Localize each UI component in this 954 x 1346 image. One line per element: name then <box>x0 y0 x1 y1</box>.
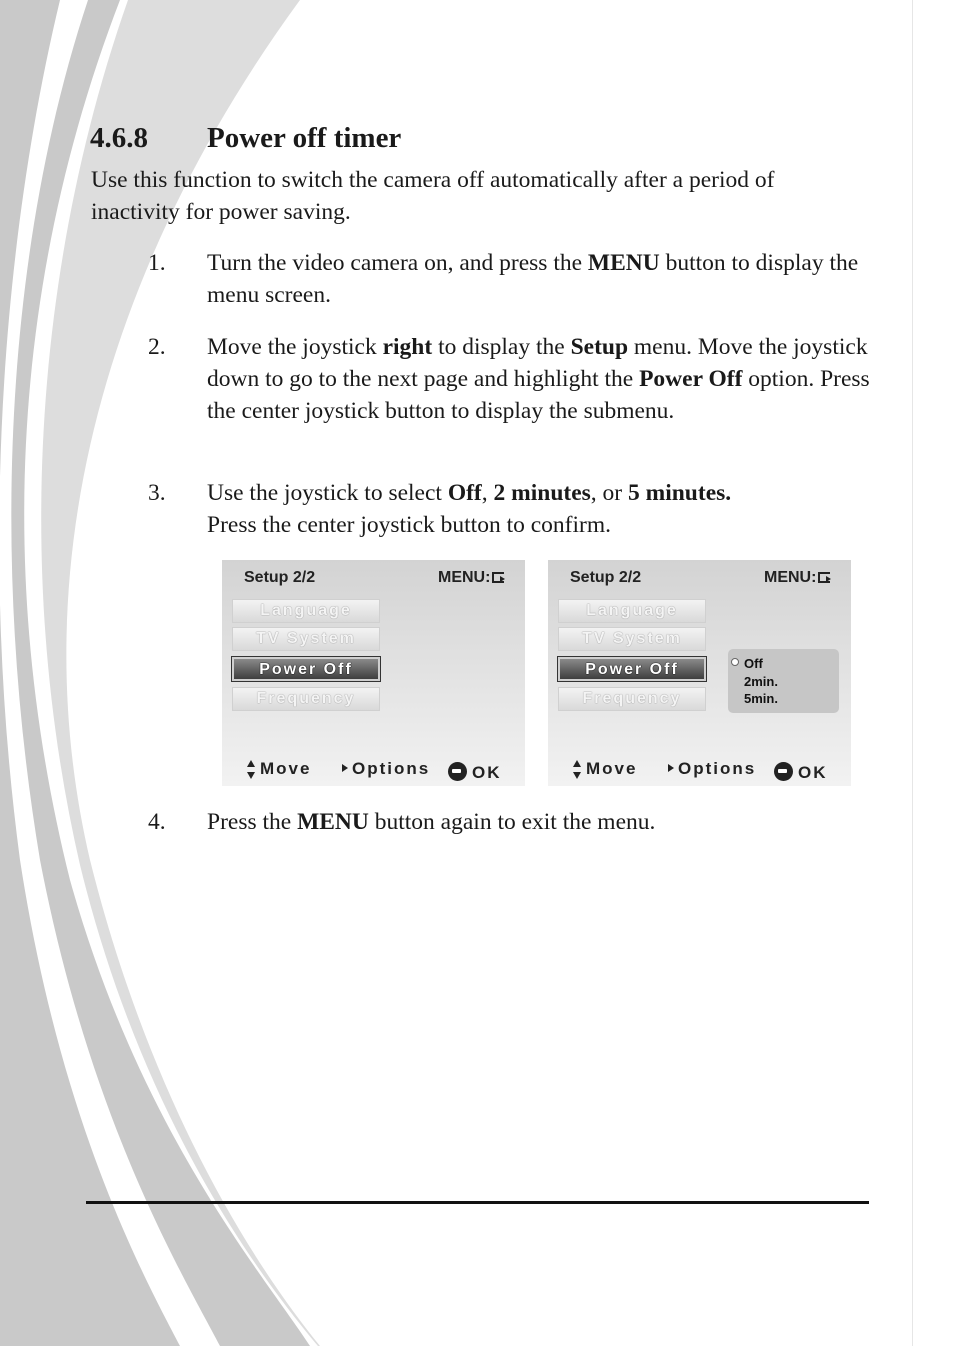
step-number: 4. <box>148 809 166 835</box>
footer-move: Move <box>574 759 637 779</box>
menu-screenshot-setup <box>222 560 525 786</box>
step-number: 1. <box>148 250 166 276</box>
submenu-option-5min: 5min. <box>744 691 778 706</box>
right-arrow-icon <box>342 764 348 772</box>
screen-header-title: Setup 2/2 <box>244 569 316 586</box>
menu-item-frequency: Frequency <box>232 687 380 711</box>
menu-item-tv-system: TV System <box>232 627 380 651</box>
step-text: Turn the video camera on, and press the MENU button to display the menu screen. <box>207 250 859 308</box>
right-margin-line <box>912 0 913 1346</box>
menu-item-tv-system: TV System <box>558 627 706 651</box>
ok-button-icon <box>774 762 793 781</box>
footer-ok: OK <box>774 759 828 783</box>
exit-icon <box>818 572 830 583</box>
radio-selected-icon <box>731 658 739 666</box>
power-off-submenu <box>728 649 839 713</box>
footer-move: Move <box>248 759 311 779</box>
screen-header-menu: MENU: <box>438 569 504 587</box>
section-title: Power off timer <box>207 122 402 154</box>
right-arrow-icon <box>668 764 674 772</box>
menu-screenshot-power-off-submenu <box>548 560 851 786</box>
step-number: 2. <box>148 334 166 360</box>
step-number: 3. <box>148 480 166 506</box>
footer-ok: OK <box>448 759 502 783</box>
footer-rule <box>86 1201 869 1204</box>
menu-item-power-off: Power Off <box>232 657 380 681</box>
menu-item-language: Language <box>232 599 380 623</box>
step-text: Use the joystick to select Off, 2 minutes, or 5 minutes. Press the center joystick button to confirm. <box>207 480 732 538</box>
menu-item-language: Language <box>558 599 706 623</box>
up-down-arrow-icon <box>572 760 582 780</box>
step-text: Move the joystick right to display the Setup menu. Move the joystick down to go to the next page and highlight the Power Off option. Press the center joystick button to display the submenu. <box>207 334 870 424</box>
footer-options: Options <box>342 759 430 779</box>
screen-header-title: Setup 2/2 <box>570 569 642 586</box>
submenu-option-off: Off <box>744 656 763 671</box>
section-number: 4.6.8 <box>90 122 148 154</box>
screen-header-menu: MENU: <box>764 569 830 587</box>
section-heading <box>90 118 401 158</box>
menu-item-frequency: Frequency <box>558 687 706 711</box>
intro-paragraph: Use this function to switch the camera off automatically after a period of inactivity for power saving. <box>91 167 775 225</box>
footer-options: Options <box>668 759 756 779</box>
ok-button-icon <box>448 762 467 781</box>
step-text: Press the MENU button again to exit the menu. <box>207 809 656 835</box>
up-down-arrow-icon <box>246 760 256 780</box>
exit-icon <box>492 572 504 583</box>
submenu-option-2min: 2min. <box>744 674 778 689</box>
menu-item-power-off: Power Off <box>558 657 706 681</box>
